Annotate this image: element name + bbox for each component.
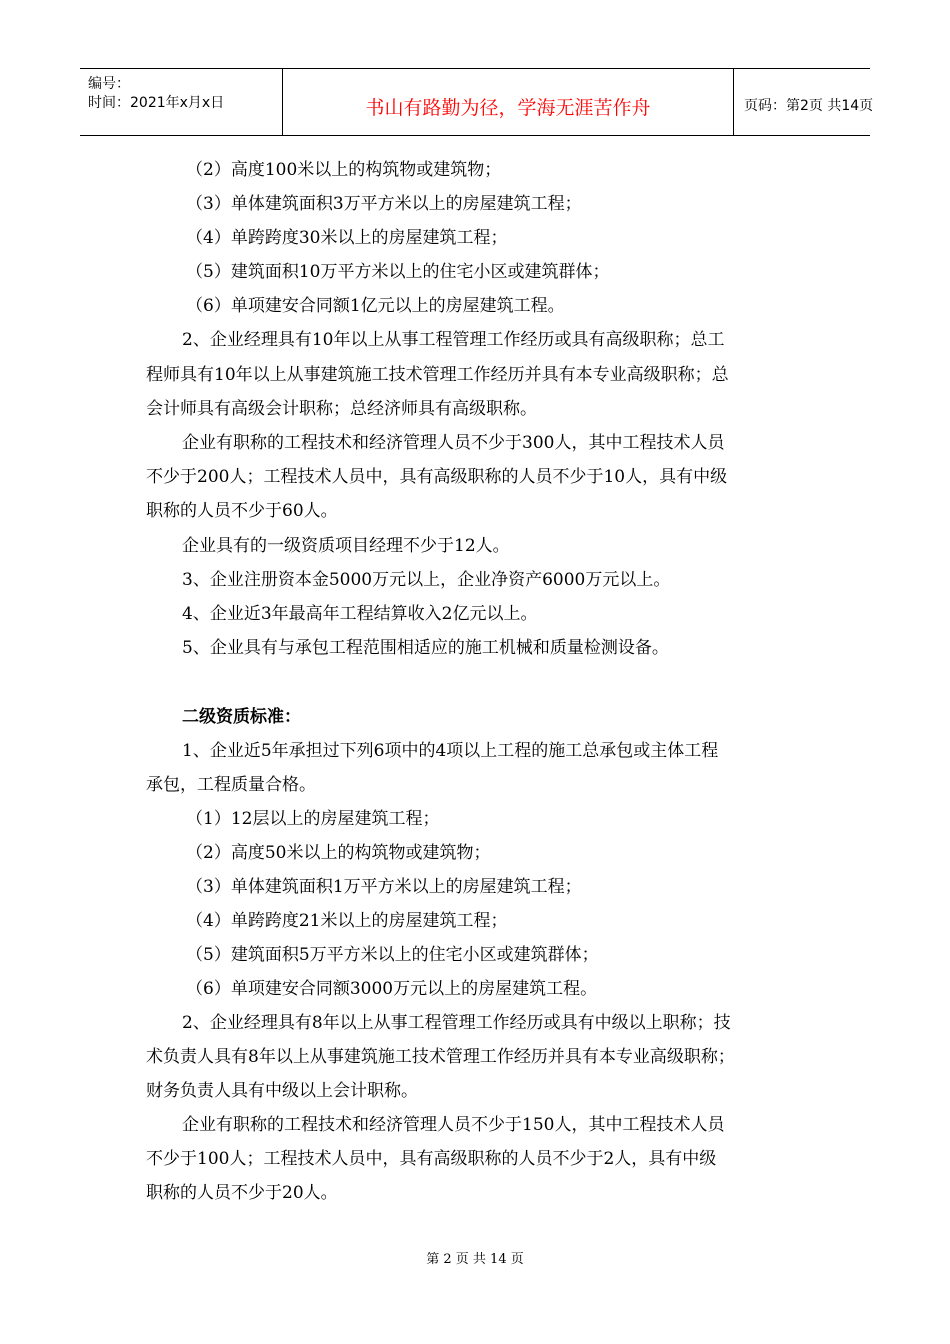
body-line: （6）单项建安合同额1亿元以上的房屋建筑工程。 [186,296,565,316]
header-left-cell [80,69,282,135]
body-line: （2）高度50米以上的构筑物或建筑物； [186,843,491,863]
body-line: 财务负责人具有中级以上会计职称。 [146,1081,418,1101]
body-line: 不少于200人；工程技术人员中，具有高级职称的人员不少于10人，具有中级 [146,467,728,487]
body-line: 5、企业具有与承包工程范围相适应的施工机械和质量检测设备。 [182,638,669,658]
body-line: 职称的人员不少于60人。 [146,501,338,521]
body-line: （4）单跨跨度21米以上的房屋建筑工程； [186,911,508,931]
page-footer: 第 2 页 共 14 页 [426,1252,524,1267]
header-page-info: 页码：第2页 共14页 [744,98,874,114]
body-line: 企业有职称的工程技术和经济管理人员不少于300人，其中工程技术人员 [182,433,725,453]
header-motto: 书山有路勤为径，学海无涯苦作舟 [365,97,651,119]
body-line: 职称的人员不少于20人。 [146,1183,338,1203]
document-number-label: 编号： [88,76,130,92]
body-line: 术负责人具有8年以上从事建筑施工技术管理工作经历并具有本专业高级职称； [146,1047,735,1067]
body-line: （2）高度100米以上的构筑物或建筑物； [186,160,502,180]
body-line: 程师具有10年以上从事建筑施工技术管理工作经历并具有本专业高级职称；总 [146,365,729,385]
body-line: （4）单跨跨度30米以上的房屋建筑工程； [186,228,508,248]
body-line: （1）12层以上的房屋建筑工程； [186,809,440,829]
body-line: （5）建筑面积10万平方米以上的住宅小区或建筑群体； [186,262,610,282]
document-date-label: 时间：2021年x月x日 [88,95,225,111]
body-line: 3、企业注册资本金5000万元以上，企业净资产6000万元以上。 [182,570,671,590]
header-motto-cell [282,69,734,135]
body-line: （5）建筑面积5万平方米以上的住宅小区或建筑群体； [186,945,599,965]
body-line: 承包，工程质量合格。 [146,775,316,795]
body-line: 企业具有的一级资质项目经理不少于12人。 [182,536,510,556]
body-line: （3）单体建筑面积3万平方米以上的房屋建筑工程； [186,194,582,214]
section-heading: 二级资质标准： [182,707,301,727]
body-line: 4、企业近3年最高年工程结算收入2亿元以上。 [182,604,538,624]
body-line: 企业有职称的工程技术和经济管理人员不少于150人，其中工程技术人员 [182,1115,725,1135]
body-line: 1、企业近5年承担过下列6项中的4项以上工程的施工总承包或主体工程 [182,741,719,761]
body-line: 会计师具有高级会计职称；总经济师具有高级职称。 [146,399,537,419]
body-line: （3）单体建筑面积1万平方米以上的房屋建筑工程； [186,877,582,897]
body-line: （6）单项建安合同额3000万元以上的房屋建筑工程。 [186,979,598,999]
body-line: 不少于100人；工程技术人员中，具有高级职称的人员不少于2人，具有中级 [146,1149,717,1169]
body-line: 2、企业经理具有10年以上从事工程管理工作经历或具有高级职称；总工 [182,330,725,350]
body-line: 2、企业经理具有8年以上从事工程管理工作经历或具有中级以上职称；技 [182,1013,731,1033]
page-header [80,68,874,136]
header-right-cell [734,69,874,135]
